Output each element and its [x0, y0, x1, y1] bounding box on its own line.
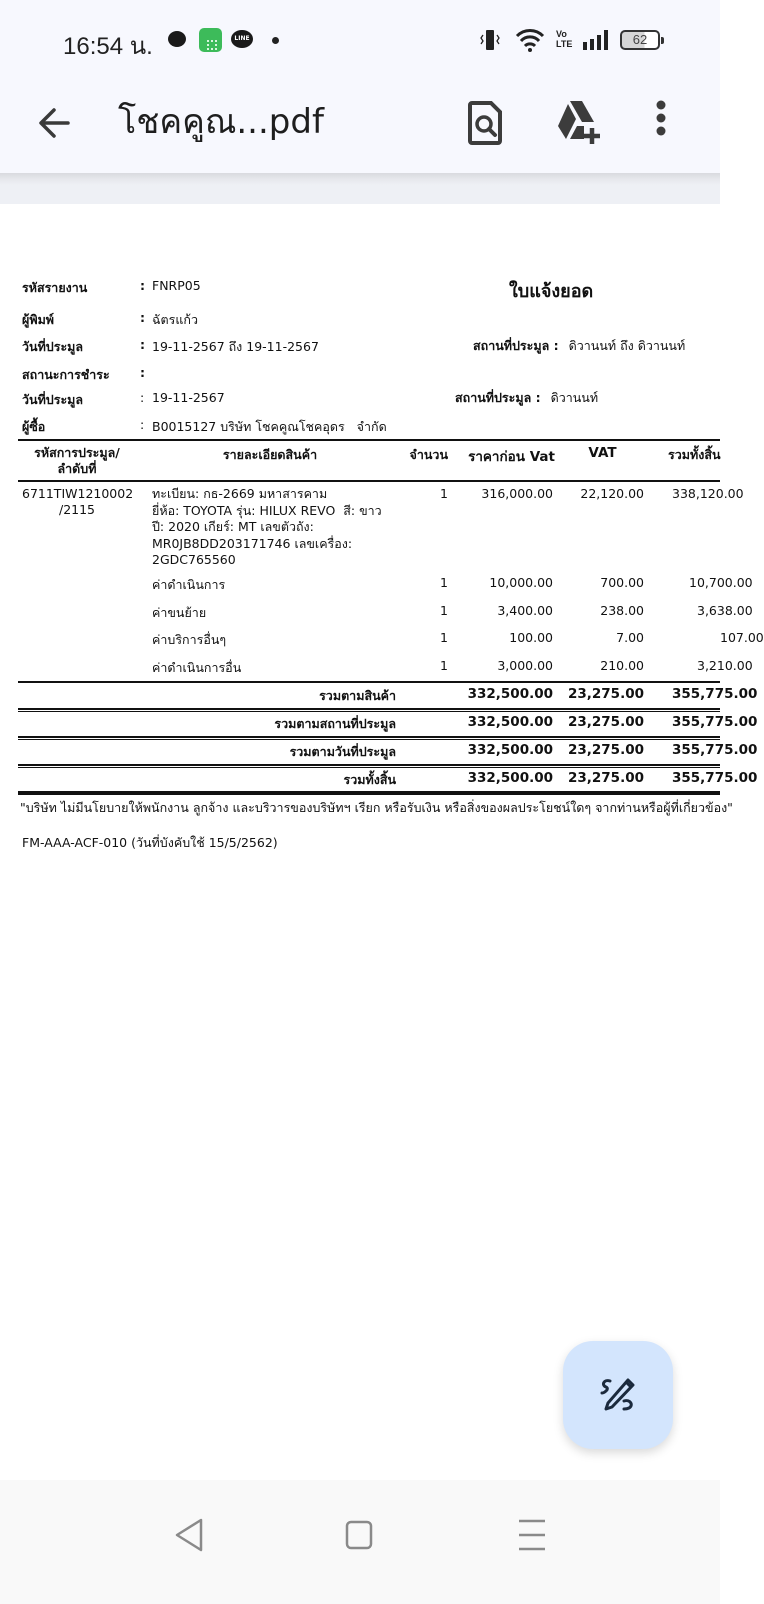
header-code: รหัสการประมูล/ ลำดับที่ — [34, 445, 120, 476]
add-to-drive-icon[interactable] — [550, 95, 606, 151]
status-time: 16:54 น. — [63, 33, 153, 60]
statement-title: ใบแจ้งยอด — [509, 281, 594, 302]
signal-icon — [583, 30, 610, 50]
document-title: โชคคูณ...pdf — [118, 102, 324, 142]
header-bottom-rule — [18, 480, 720, 482]
rule — [18, 739, 720, 740]
line-app-icon: LINE — [231, 30, 253, 48]
system-nav-bar — [0, 1480, 720, 1604]
nav-back-icon[interactable] — [165, 1510, 215, 1560]
app-bar — [0, 80, 720, 173]
back-arrow-icon[interactable] — [30, 98, 80, 148]
nav-recents-icon[interactable] — [507, 1510, 557, 1560]
item-price: 316,000.00 — [481, 486, 553, 501]
header-vat: VAT — [588, 445, 617, 461]
find-in-document-icon[interactable] — [458, 95, 514, 151]
viewer-top-band — [0, 173, 720, 204]
location-range: สถานที่ประมูล : ดิวานนท์ ถึง ดิวานนท์ — [473, 338, 686, 353]
item-qty: 1 — [440, 486, 448, 501]
header-detail: รายละเอียดสินค้า — [222, 447, 318, 462]
form-code: FM-AAA-ACF-010 (วันที่บังคับใช้ 15/5/2562) — [22, 835, 278, 850]
rule — [18, 767, 720, 768]
header-qty: จำนวน — [409, 447, 448, 462]
location: สถานที่ประมูล : ดิวานนท์ — [455, 390, 599, 405]
item-code: 6711TIW1210002 /2115 — [22, 486, 134, 517]
header-price: ราคาก่อน Vat — [468, 449, 555, 465]
rule — [18, 711, 720, 712]
rule — [18, 764, 720, 766]
status-bar — [0, 0, 720, 80]
pdf-page: รหัสรายงาน : FNRP05 ผู้พิมพ์ : ฉัตรแก้ว วันที่ประมูล : 19-11-2567 ถึง 19-11-2567 สถานะการชำระ : วันที่ประมูล : 19-11-2567 ผู้ซื้อ : B0015127 บริษัท โชคคูณโชคอุดร จำกัด ใบแจ้งยอด สถานที่ประมูล : ดิวานนท์ ถึง ดิวานนท์ สถานที่ประมูล : ดิวานนท์ รหัสการประมูล/ ลำดับที่ รายละเอียดสินค้า จำนวน ราคาก่อน Vat VAT รวมทั้งสิ้น 6711TIW1210002 /2115 ทะเบียน: กธ-2669 มหาสารคาม ยี่ห้อ: TOYOTA รุ่น: HILUX REVO สี: ขาว ปี: 2020 เกียร์: MT เลขตัวถัง: MR0JB8DD203171746 เลขเครื่อง: 2GDC765560 1 316,000.00 22,120.00 338,120.00 ค่าดำเนินการ 1 10,000.00 700.00 10,700.00 ค่าขนย้าย 1 3,400.00 238.00 3,638.00 ค่าบริการอื่นๆ 1 100.00 7.00 107.00 ค่าดำเนินการอื่น 1 3,000.00 210.00 3,210.00 รวมตามสินค้า 332,500.00 23,275.00 355,775.00 รวมตามสถานที่ประมูล 332,500.00 23,275.00 355,775.00 รวมตามวันที่ประมูล 332,500.00 23,275.00 355,775.00 รวมทั้งสิ้น 332,500.00 23,275.00 355,775.00 "บริษัท ไม่มีนโยบายให้พนักงาน ลูกจ้าง และบริวารของบริษัทฯ เรียก หรือรับเงิน หรือสิ่งของผลประโยชน์ใดๆ จากท่านหรือผู้ที่เกี่ยวข้อง" FM-AAA-ACF-010 (วันที่บังคับใช้ 15/5/2562) — [0, 204, 720, 1478]
wifi-icon — [515, 28, 545, 52]
annotate-pen-icon — [598, 1375, 638, 1415]
item-total: 338,120.00 — [672, 486, 744, 501]
rule — [18, 708, 720, 710]
volte-icon: Vo LTE — [556, 29, 573, 49]
table-top-rule — [18, 439, 720, 441]
disclaimer-text: "บริษัท ไม่มีนโยบายให้พนักงาน ลูกจ้าง และบริวารของบริษัทฯ เรียก หรือรับเงิน หรือสิ่งของผลประโยชน์ใดๆ จากท่านหรือผู้ที่เกี่ยวข้อง" — [20, 800, 733, 815]
item-vat: 22,120.00 — [580, 486, 644, 501]
chat-bubble-icon — [168, 31, 186, 47]
header-total: รวมทั้งสิ้น — [668, 447, 721, 462]
rule — [18, 681, 720, 683]
shopping-app-icon — [199, 28, 222, 52]
nav-home-icon[interactable] — [335, 1510, 385, 1560]
annotate-button[interactable] — [563, 1341, 673, 1449]
vibrate-icon — [481, 29, 499, 51]
more-notifications-dot — [272, 37, 279, 44]
battery-icon: 62 — [620, 30, 660, 50]
more-options-icon[interactable] — [633, 95, 689, 151]
rule — [18, 791, 720, 795]
rule — [18, 736, 720, 738]
item-detail: ทะเบียน: กธ-2669 มหาสารคาม ยี่ห้อ: TOYOTA รุ่น: HILUX REVO สี: ขาว ปี: 2020 เกียร์: MT เลขตัวถัง: MR0JB8DD203171746 เลขเครื่อง: 2GDC765560 — [152, 486, 382, 567]
